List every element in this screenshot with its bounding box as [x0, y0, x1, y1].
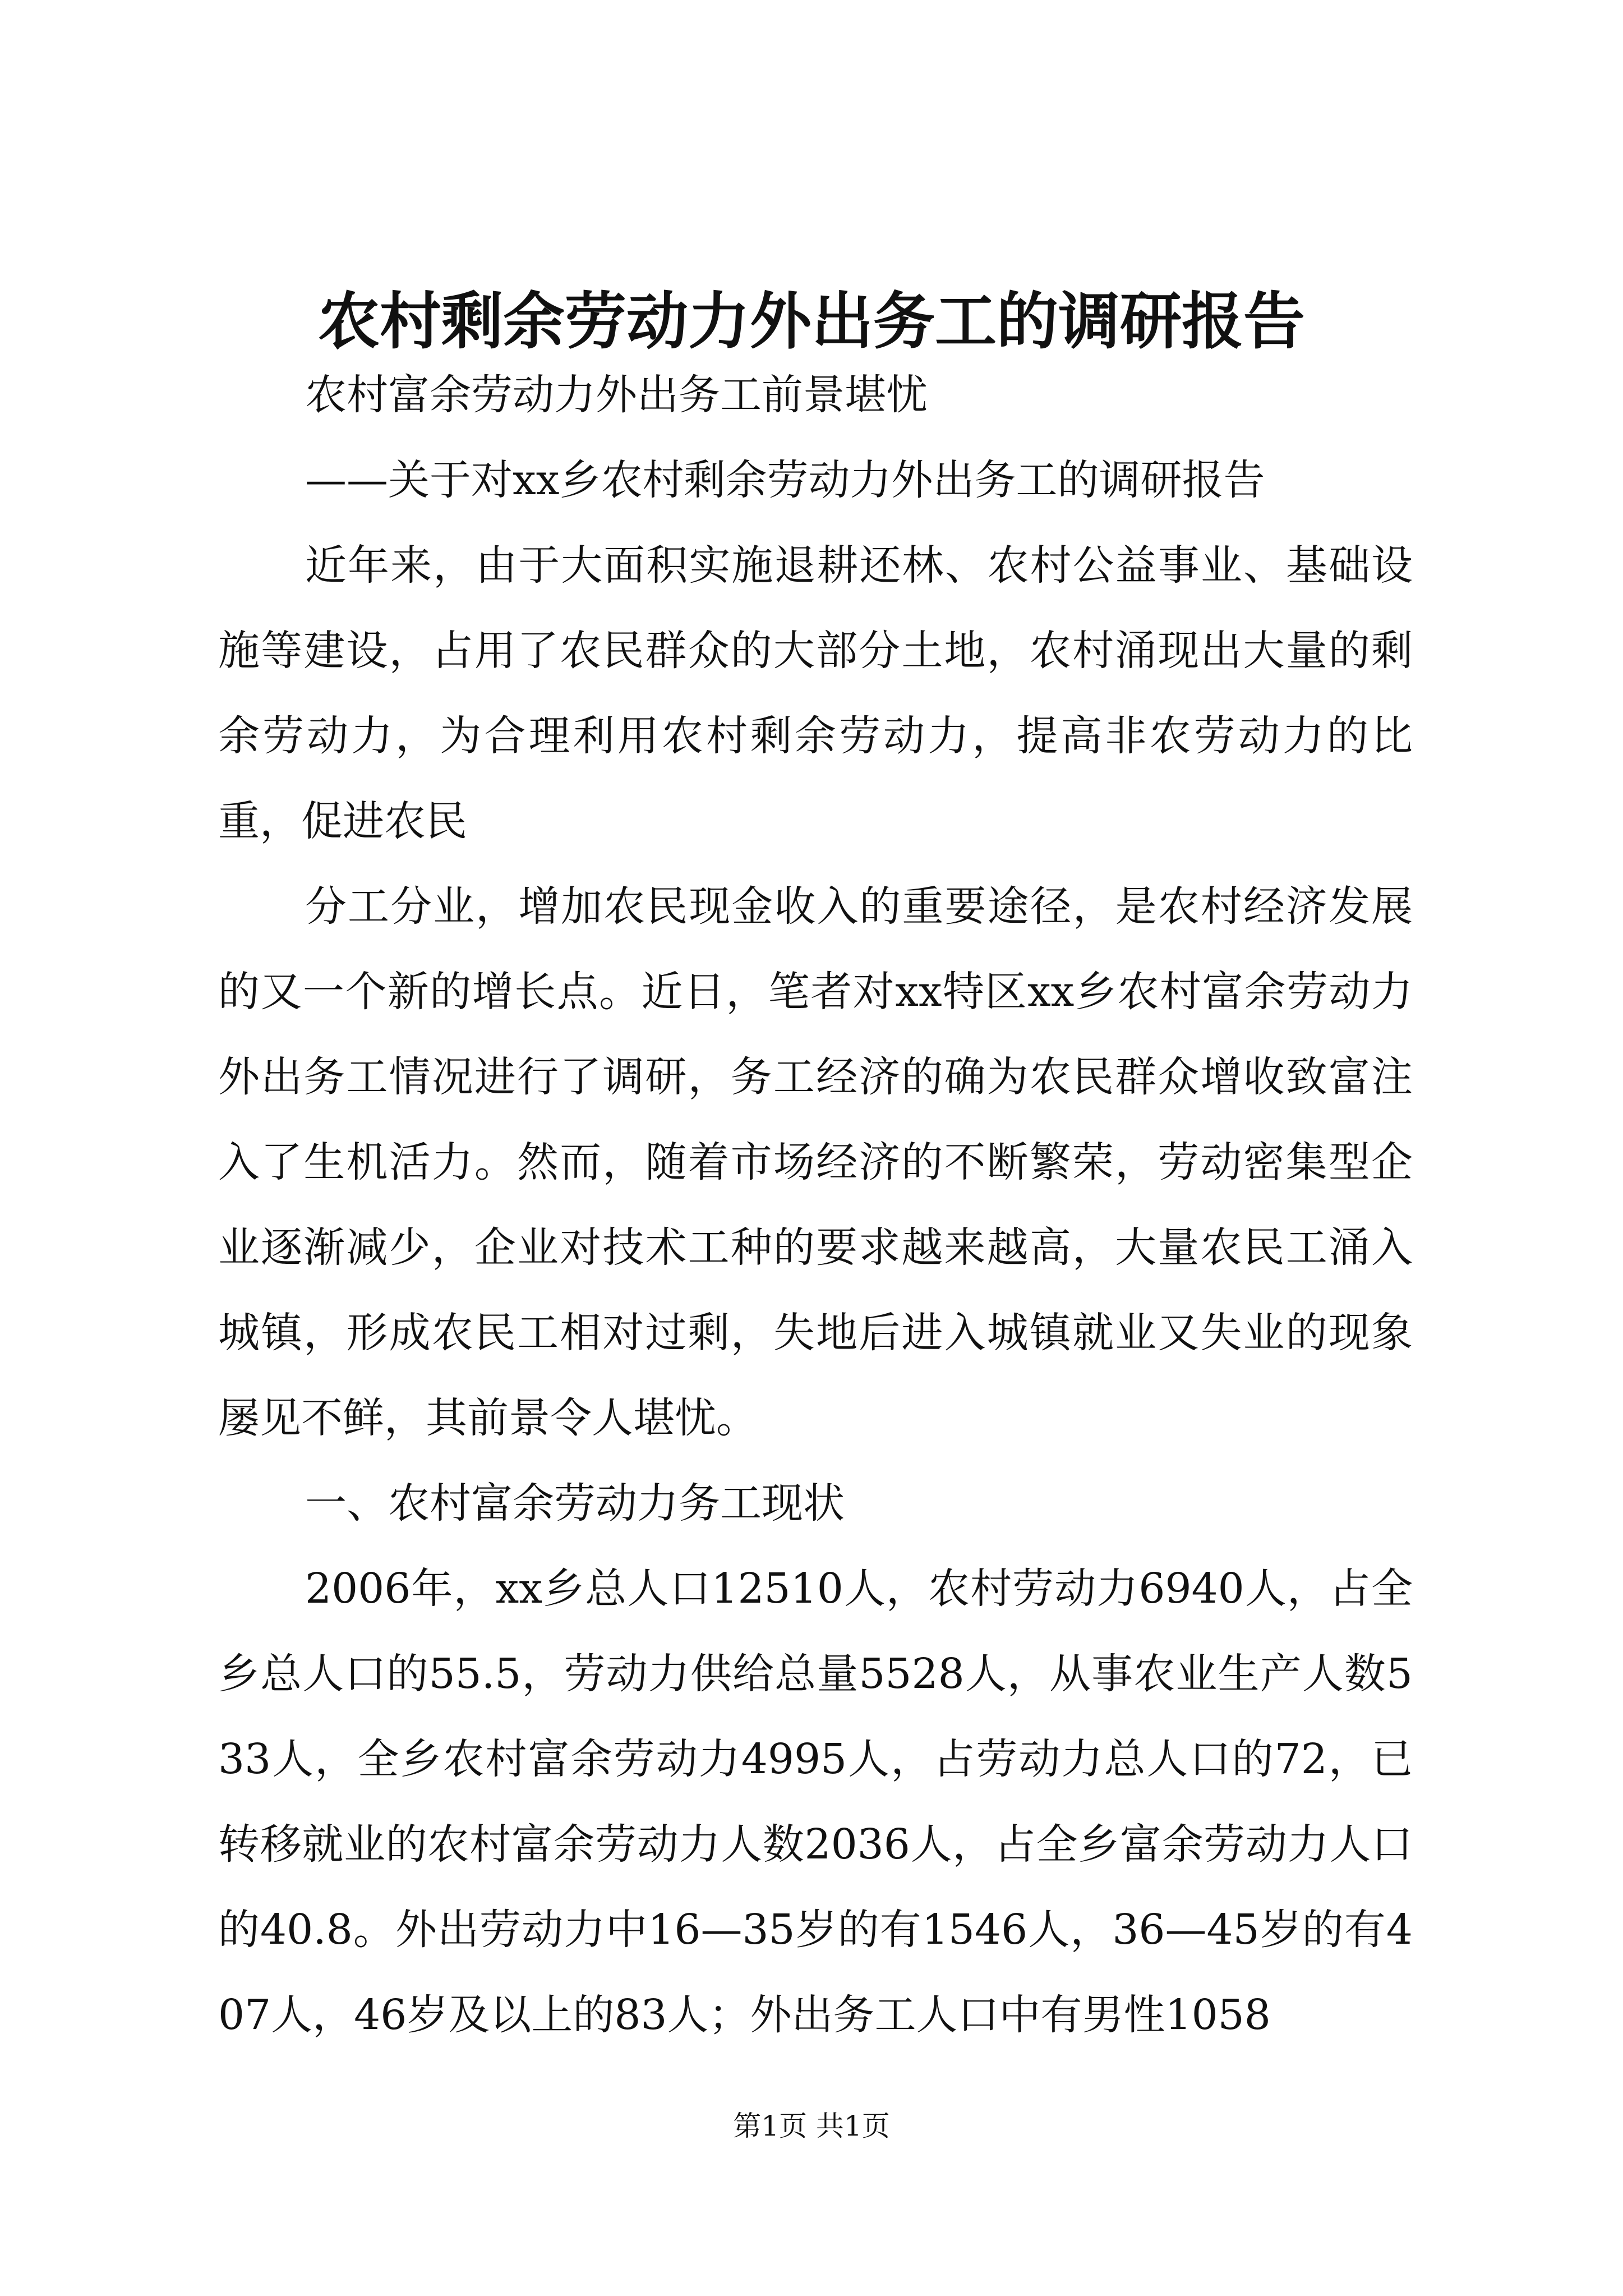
body-paragraph: 近年来，由于大面积实施退耕还林、农村公益事业、基础设施等建设，占用了农民群众的大部分土地，农村涌现出大量的剩余劳动力，为合理利用农村剩余劳动力，提高非农劳动力的比重，促进农民: [218, 541, 1413, 845]
document-body: [218, 352, 1413, 2058]
document-title: 农村剩余劳动力外出务工的调研报告: [318, 285, 1305, 357]
page-footer: 第1页 共1页: [733, 2110, 890, 2142]
section-heading: 一、农村富余劳动力务工现状: [305, 1479, 845, 1527]
body-paragraph: 分工分业，增加农民现金收入的重要途径，是农村经济发展的又一个新的增长点。近日，笔者对xx特区xx乡农村富余劳动力外出务工情况进行了调研，务工经济的确为农民群众增收致富注入了生机活力。然而，随着市场经济的不断繁荣，劳动密集型企业逐渐减少，企业对技术工种的要求越来越高，大量农民工涌入城镇，形成农民工相对过剩，失地后进入城镇就业又失业的现象屡见不鲜，其前景令人堪忧。: [218, 882, 1413, 1442]
body-paragraph: 2006年，xx乡总人口12510人，农村劳动力6940人，占全乡总人口的55.5，劳动力供给总量5528人，从事农业生产人数533人，全乡农村富余劳动力4995人，占劳动力总人口的72，已转移就业的农村富余劳动力人数2036人，占全乡富余劳动力人口的40.8。外出劳动力中16—35岁的有1546人，36—45岁的有407人，46岁及以上的83人；外出务工人口中有男性1058: [218, 1565, 1413, 2039]
document-subheading: ——关于对xx乡农村剩余劳动力外出务工的调研报告: [305, 456, 1265, 504]
document-subtitle: 农村富余劳动力外出务工前景堪忧: [305, 371, 928, 419]
